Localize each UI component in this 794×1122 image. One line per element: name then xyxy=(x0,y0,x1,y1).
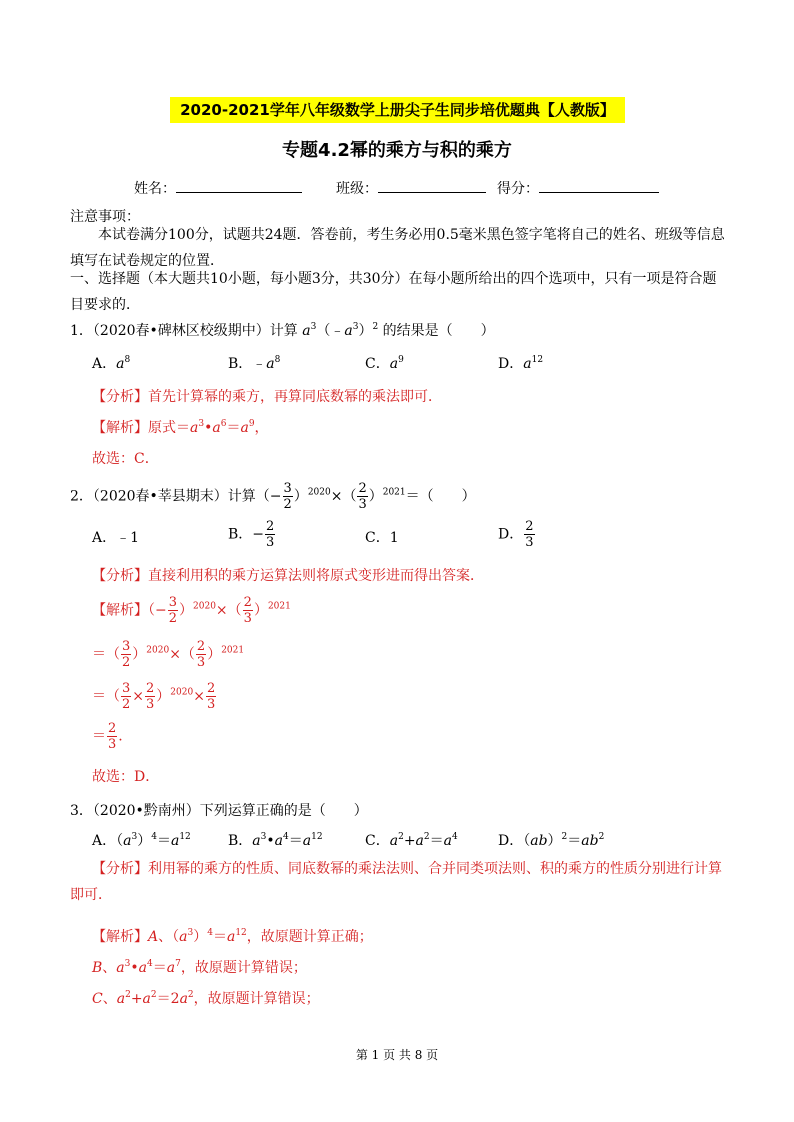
class-field xyxy=(336,178,486,198)
q1-option-d: D．$a^{12}$ xyxy=(498,355,544,372)
score-blank xyxy=(539,178,659,193)
q2-solution-line-1: 【解析】（− $\frac{3}{2}$ ）$^{2020}$×（ $\frac{2}{3}$ ）$^{2021}$ xyxy=(92,595,291,626)
q3-solution-line-c: C、$a^2+a^2=2a^2$，故原题计算错误； xyxy=(92,990,320,1007)
score-field xyxy=(497,178,659,198)
q1-prefix: 1．（2020春•碑林区校级期中）计算 xyxy=(70,323,298,339)
q3-option-d: D．$(ab)^2=ab^2$ xyxy=(498,832,605,849)
q2-analysis: 【分析】直接利用积的乘方运算法则将原式变形进而得出答案． xyxy=(92,568,484,584)
q2-option-b: B．− $\frac{2}{3}$ xyxy=(228,519,275,550)
q2-prefix: 2．（2020春•莘县期末）计算 xyxy=(70,488,256,505)
q2-solution-line-4: ＝ $\frac{2}{3}$ . xyxy=(92,721,123,752)
q3-analysis: 【分析】利用幂的乘方的性质、同底数幂的乘法法则、合并同类项法则、积的乘方的性质分别进行计算即可． xyxy=(70,861,722,903)
notice-text: 本试卷满分100分，试题共24题．答卷前，考生务必用0.5毫米黑色签字笔将自己的姓名、班级等信息填写在试卷规定的位置． xyxy=(70,227,725,269)
title-banner: 2020-2021学年八年级数学上册尖子生同步培优题典【人教版】 xyxy=(170,97,625,123)
q1-solution: 【解析】原式$=a^3•a^6=a^9$， xyxy=(92,419,269,436)
page-title: 专题4.2幂的乘方与积的乘方 xyxy=(282,140,512,161)
question-3: 3．（2020•黔南州）下列运算正确的是（ ） xyxy=(70,803,368,819)
score-label: 得分： xyxy=(497,181,539,197)
q1-option-c: C．$a^9$ xyxy=(365,355,404,372)
q2-option-a: A．﹣1 xyxy=(92,530,140,546)
q2-option-c: C．1 xyxy=(365,530,399,546)
q2-solution-line-2: ＝（ $\frac{3}{2}$ ）$^{2020}$×（ $\frac{2}{3}$ ）$^{2021}$ xyxy=(92,639,245,670)
notice-heading: 注意事项： xyxy=(70,209,140,225)
q1-analysis: 【分析】首先计算幂的乘方，再算同底数幂的乘法即可． xyxy=(92,389,442,405)
page-footer: 第 1 页 共 8 页 xyxy=(355,1048,439,1062)
question-2: 2．（2020春•莘县期末）计算（− $\frac{3}{2}$ ）$^{2020}$×（ $\frac{2}{3}$ ）$^{2021}$＝（ ） xyxy=(70,481,476,512)
name-label: 姓名： xyxy=(134,181,176,197)
q2-solution-line-3: ＝（ $\frac{3}{2}$ × $\frac{2}{3}$ ）$^{2020}$× $\frac{2}{3}$ xyxy=(92,681,216,712)
class-label: 班级： xyxy=(336,181,378,197)
q2-answer: 故选：D． xyxy=(92,769,160,785)
q3-solution-line-b: B、$a^3•a^4=a^7$，故原题计算错误； xyxy=(92,959,307,976)
q2-suffix: ＝（ ） xyxy=(405,488,476,505)
q3-option-c: C．$a^2+a^2=a^4$ xyxy=(365,832,458,849)
q1-option-b: B．$﹣a^8$ xyxy=(228,355,281,372)
q3-solution-line-a: 【解析】A、$(a^3)^4=a^{12}$，故原题计算正确； xyxy=(92,928,373,945)
q1-suffix: 的结果是（ ） xyxy=(382,323,495,339)
name-field xyxy=(134,178,302,198)
class-blank xyxy=(378,178,486,193)
q2-option-d: D． $\frac{2}{3}$ xyxy=(498,519,534,550)
q3-option-a: A．$(a^3)^4=a^{12}$ xyxy=(92,832,191,849)
q3-option-b: B．$a^3•a^4=a^{12}$ xyxy=(228,832,323,849)
question-1: 1．（2020春•碑林区校级期中）计算 $a^3(﹣a^3)^2$ 的结果是（ ） xyxy=(70,322,495,339)
q1-answer: 故选：C． xyxy=(92,451,159,467)
q1-option-a: A．$a^8$ xyxy=(92,355,131,372)
name-blank xyxy=(176,178,302,193)
section-heading: 一、选择题（本大题共10小题，每小题3分，共30分）在每小题所给出的四个选项中，只有一项是符合题目要求的． xyxy=(70,271,717,313)
